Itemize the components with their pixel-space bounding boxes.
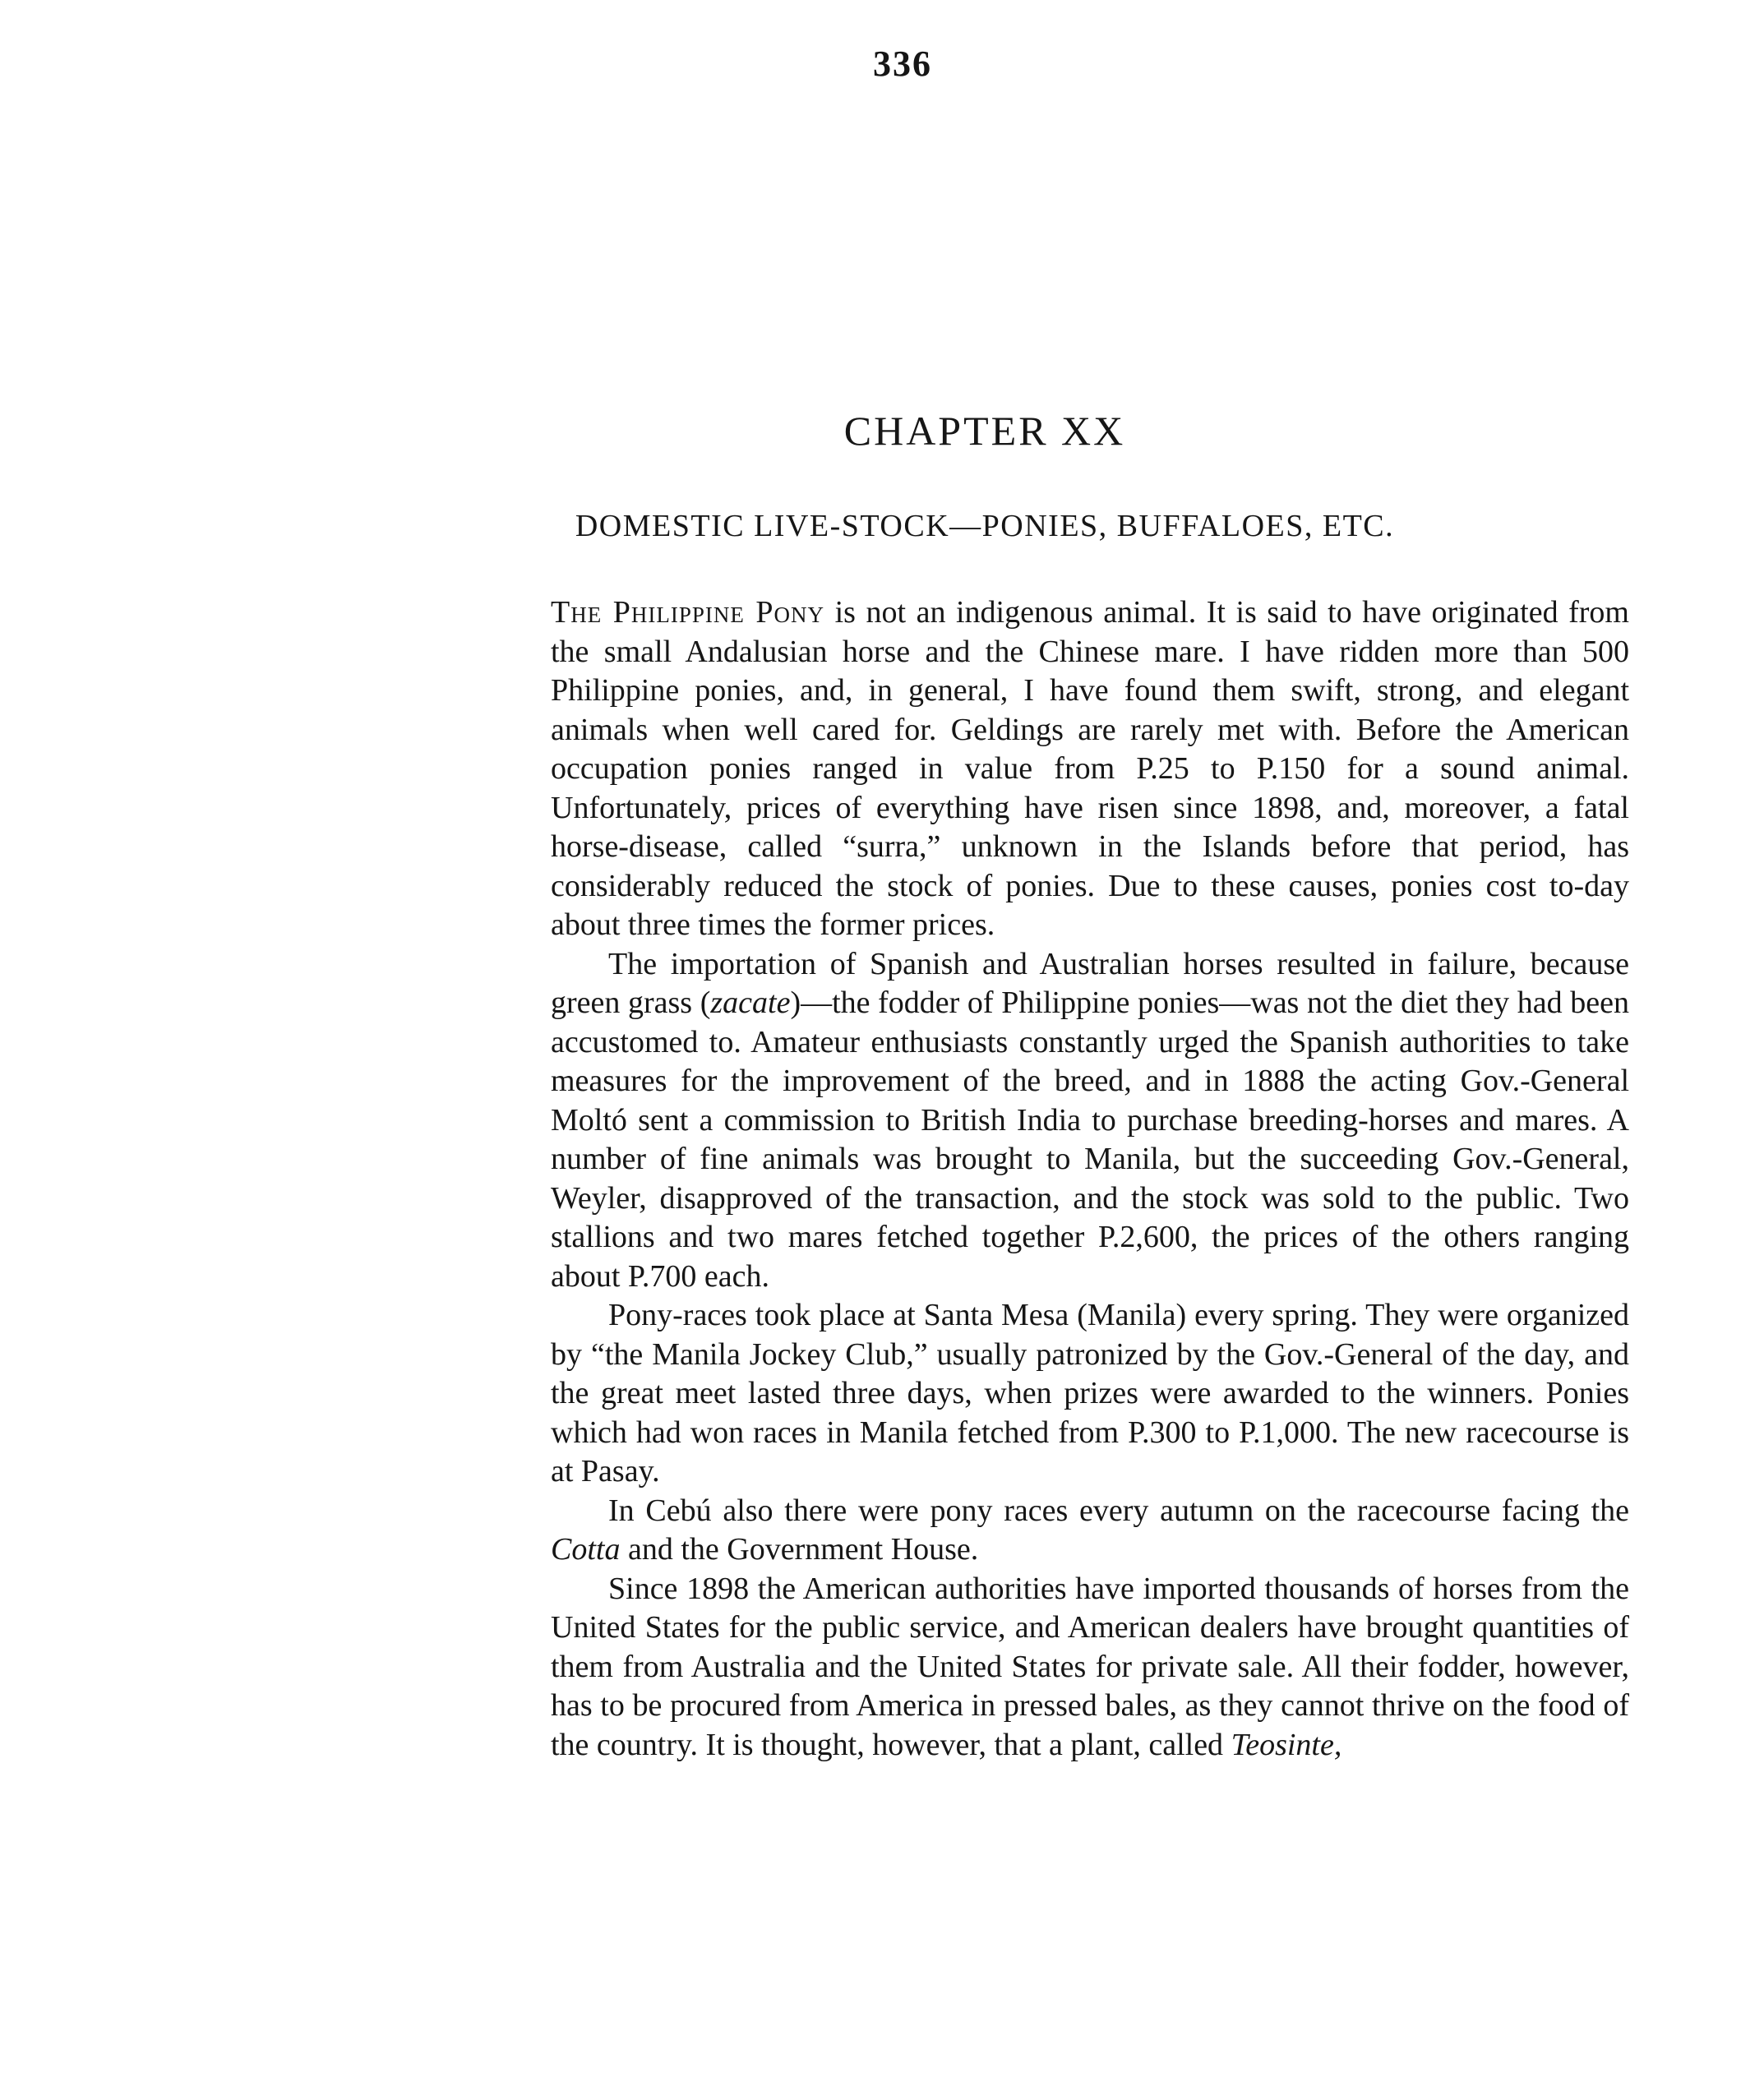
italic-term-cotta: Cotta [551,1532,621,1567]
paragraph-2-text-b: )—the fodder of Philippine ponies—was not the diet they had been accustomed to. Amateur enthusiasts constantly urged the Spanish authorities to take measures for the improvement of the breed, and in 1888 the acting Gov.-General Moltó sent a commission to British India to purchase breeding-horses and mares. A number of fine animals was brought to Manila, but the succeeding Gov.-General, Weyler, disapproved of the transaction, and the stock was sold to the public. Two stallions and two mares fetched together P.2,600, the prices of the others ranging about P.700 each. [551,985,1630,1294]
paragraph-3 [551,1296,1629,1492]
page-number: 336 [873,44,932,84]
italic-term-teosinte: Teosinte, [1231,1727,1342,1762]
chapter-subtitle: DOMESTIC LIVE-STOCK—PONIES, BUFFALOES, ETC. [575,509,1395,543]
body-text [551,593,1629,1765]
paragraph-3-text: Pony-races took place at Santa Mesa (Manila) every spring. They were organized by “the Manila Jockey Club,” usually patronized by the Gov.-General of the day, and the great meet lasted three days, when prizes were awarded to the winners. Ponies which had won races in Manila fetched from P.300 to P.1,000. The new racecourse is at Pasay. [551,1298,1629,1488]
paragraph-1 [551,593,1629,945]
chapter-title: CHAPTER XX [843,408,1126,454]
paragraph-4-text-a: In Cebú also there were pony races every autumn on the racecourse facing the [608,1493,1629,1528]
paragraph-5-text: Since 1898 the American authorities have imported thousands of horses from the United States for the public service, and American dealers have brought quantities of them from Australia and the United States for private sale. All their fodder, however, has to be procured from America in pressed bales, as they cannot thrive on the food of the country. It is thought, however, that a plant, called [551,1571,1629,1762]
paragraph-5 [551,1570,1629,1765]
paragraph-2 [551,945,1629,1297]
italic-term-zacate: zacate [710,985,791,1020]
paragraph-4-text-b: and the Government House. [620,1532,979,1567]
paragraph-2-text-a: The importation of Spanish and Australian horses resulted in failure, because green grass ( [551,946,1629,1020]
paragraph-4 [551,1492,1629,1570]
paragraph-1-text: is not an indigenous animal. It is said to have originated from the small Andalusian horse and the Chinese mare. I have ridden more than 500 Philippine ponies, and, in general, I have found them swift, strong, and elegant animals when well cared for. Geldings are rarely met with. Before the American occupation ponies ranged in value from P.25 to P.150 for a sound animal. Unfortunately, prices of everything have risen since 1898, and, moreover, a fatal horse-disease, called “surra,” unknown in the Islands before that period, has considerably reduced the stock of ponies. Due to these causes, ponies cost to-day about three times the former prices. [551,595,1629,942]
lead-in-small-caps: The Philippine Pony [551,595,825,630]
